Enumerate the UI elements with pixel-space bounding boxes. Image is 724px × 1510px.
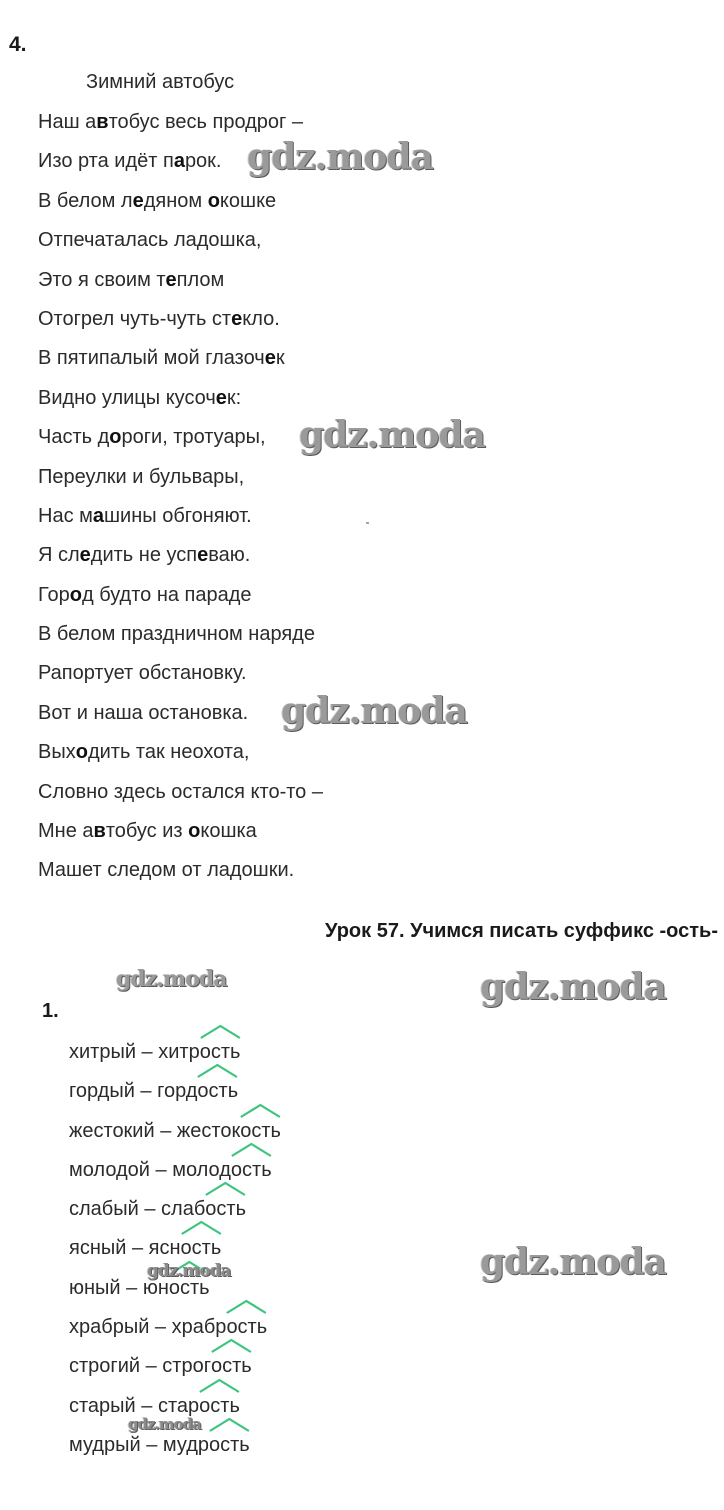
suffix-ost	[211, 1351, 252, 1381]
line-text: кошке	[219, 189, 277, 212]
line-text: Гор	[38, 583, 70, 606]
suffix-text: ость	[205, 1198, 246, 1221]
highlighted-letter: е	[264, 347, 276, 370]
highlighted-letter: о	[75, 741, 88, 764]
suffix-mark-icon	[226, 1300, 267, 1314]
word-pair-text: храбрый – храбр	[69, 1316, 227, 1339]
suffix-mark-icon	[197, 1064, 238, 1078]
line-text: Я сл	[38, 544, 80, 567]
word-pair	[69, 1155, 281, 1194]
poem-line	[38, 777, 323, 816]
suffix-mark-icon	[200, 1025, 241, 1039]
line-text: Машет следом от ладошки.	[38, 859, 295, 882]
highlighted-letter: о	[188, 820, 201, 843]
line-text: кло.	[242, 307, 280, 330]
watermark: gdz.moda	[299, 414, 485, 456]
word-pair-text: юный – юн	[69, 1276, 169, 1299]
suffix-ost	[197, 1076, 238, 1106]
suffix-ost	[226, 1312, 267, 1342]
suffix-text: ость	[230, 1158, 272, 1181]
highlighted-letter: е	[165, 268, 177, 291]
task-1-number: 1.	[42, 1000, 59, 1022]
poem-line	[38, 265, 323, 304]
suffix-text: ость	[210, 1355, 252, 1378]
highlighted-letter: е	[215, 386, 227, 409]
poem-line	[38, 383, 323, 422]
poem-text	[38, 107, 323, 895]
word-pair-text: строгий – строг	[69, 1355, 211, 1378]
highlighted-letter: е	[197, 544, 209, 567]
suffix-mark-icon	[199, 1379, 240, 1393]
line-text: д будто на параде	[81, 583, 252, 606]
watermark: gdz.moda	[128, 1415, 201, 1433]
suffix-text: ость	[199, 1394, 240, 1417]
line-text: к:	[226, 386, 242, 409]
suffix-ost	[205, 1194, 246, 1224]
highlighted-letter: в	[93, 820, 106, 843]
word-pair-text: мудрый – мудр	[69, 1433, 209, 1456]
poem-line	[38, 501, 323, 540]
poem-line	[38, 698, 323, 737]
suffix-text: ость	[209, 1433, 250, 1456]
highlighted-letter: о	[69, 583, 82, 606]
word-pair	[69, 1037, 281, 1076]
suffix-ost	[240, 1116, 281, 1146]
suffix-text: ость	[240, 1119, 281, 1142]
watermark: gdz.moda	[247, 136, 433, 178]
suffix-mark-icon	[240, 1104, 281, 1118]
suffix-ost	[231, 1155, 272, 1185]
word-pair-text: молодой – молод	[69, 1158, 231, 1181]
watermark: gdz.moda	[116, 966, 227, 992]
line-text: Вых	[38, 741, 76, 764]
ink-speck	[366, 522, 369, 524]
line-text: Отогрел чуть-чуть ст	[38, 307, 232, 330]
suffix-ost	[199, 1391, 240, 1421]
poem-line	[38, 107, 323, 146]
line-text: Часть д	[38, 426, 110, 449]
line-text: Наш а	[38, 111, 97, 133]
suffix-text: ость	[180, 1237, 222, 1260]
suffix-mark-icon	[209, 1418, 250, 1432]
line-text: дяном	[143, 189, 208, 212]
poem-line	[38, 540, 323, 579]
lesson-heading: Урок 57. Учимся писать суффикс -ость-	[325, 920, 718, 942]
highlighted-letter: е	[231, 307, 243, 330]
highlighted-letter: о	[207, 189, 220, 212]
line-text: дить не усп	[90, 544, 198, 567]
suffix-text: ость	[226, 1316, 268, 1339]
poem-line	[38, 619, 323, 658]
line-text: Вот и наша остановка.	[38, 701, 249, 724]
suffix-mark-icon	[211, 1339, 252, 1353]
poem-line	[38, 146, 323, 185]
line-text: Это я своим т	[38, 268, 166, 291]
line-text: В пятипалый мой глазоч	[38, 347, 265, 370]
word-pair-text: гордый – горд	[69, 1080, 198, 1103]
word-pair-text: ясный – ясн	[69, 1237, 181, 1260]
line-text: роги, тротуары,	[121, 426, 266, 449]
word-pair	[69, 1194, 281, 1233]
suffix-mark-icon	[181, 1221, 222, 1235]
suffix-ost	[209, 1430, 250, 1460]
suffix-ost	[200, 1037, 241, 1067]
line-text: Нас м	[38, 504, 93, 527]
suffix-ost	[181, 1233, 222, 1263]
suffix-mark-icon	[231, 1143, 272, 1157]
highlighted-letter: о	[109, 426, 122, 449]
word-pair-text: хитрый – хитр	[69, 1041, 200, 1063]
word-pairs-list	[69, 1037, 281, 1469]
line-text: кошка	[200, 820, 257, 843]
word-pair-text: старый – стар	[69, 1394, 200, 1417]
watermark: gdz.moda	[480, 1241, 666, 1283]
watermark: gdz.moda	[281, 690, 467, 732]
line-text: шины обгоняют.	[104, 504, 252, 527]
poem-line	[38, 462, 323, 501]
suffix-mark-icon	[169, 1261, 210, 1275]
poem-line	[38, 737, 323, 776]
suffix-text: ость	[197, 1080, 239, 1103]
highlighted-letter: е	[79, 544, 91, 567]
poem-line	[38, 855, 323, 894]
poem-line	[38, 343, 323, 382]
poem-line	[38, 225, 323, 264]
highlighted-letter: в	[96, 111, 109, 133]
poem-title: Зимний автобус	[86, 71, 235, 93]
line-text: к	[275, 347, 285, 370]
line-text: Отпечаталась ладошка,	[38, 229, 262, 252]
poem-line	[38, 658, 323, 697]
line-text: тобус из	[105, 820, 189, 843]
task-4-number: 4.	[9, 33, 27, 56]
line-text: В белом л	[38, 189, 133, 212]
line-text: Видно улицы кусоч	[38, 386, 216, 409]
word-pair-text: жестокий – жесток	[69, 1119, 241, 1142]
line-text: рок.	[184, 150, 222, 173]
line-text: Переулки и бульвары,	[38, 465, 245, 488]
watermark: gdz.moda	[147, 1261, 231, 1281]
poem-line	[38, 422, 323, 461]
word-pair	[69, 1351, 281, 1390]
poem-line	[38, 186, 323, 225]
suffix-text: ость	[199, 1041, 241, 1063]
poem-line	[38, 580, 323, 619]
highlighted-letter: а	[173, 150, 185, 173]
word-pair-text: слабый – слаб	[69, 1198, 206, 1221]
watermark: gdz.moda	[480, 966, 666, 1008]
highlighted-letter: а	[92, 504, 104, 527]
line-text: В белом праздничном наряде	[38, 623, 315, 646]
line-text: Изо рта идёт п	[38, 150, 174, 173]
poem-line	[38, 304, 323, 343]
poem-line	[38, 816, 323, 855]
suffix-text: ость	[168, 1276, 210, 1299]
line-text: дить так неохота,	[87, 741, 250, 764]
line-text: Мне а	[38, 820, 94, 843]
word-pair	[69, 1430, 281, 1469]
line-text: ваю.	[208, 544, 251, 567]
line-text: плом	[176, 268, 225, 291]
line-text: тобус весь продрог –	[108, 111, 304, 133]
line-text: Рапортует обстановку.	[38, 662, 247, 685]
suffix-mark-icon	[205, 1182, 246, 1196]
suffix-ost	[169, 1273, 210, 1303]
highlighted-letter: е	[132, 189, 144, 212]
line-text: Словно здесь остался кто-то –	[38, 780, 323, 803]
